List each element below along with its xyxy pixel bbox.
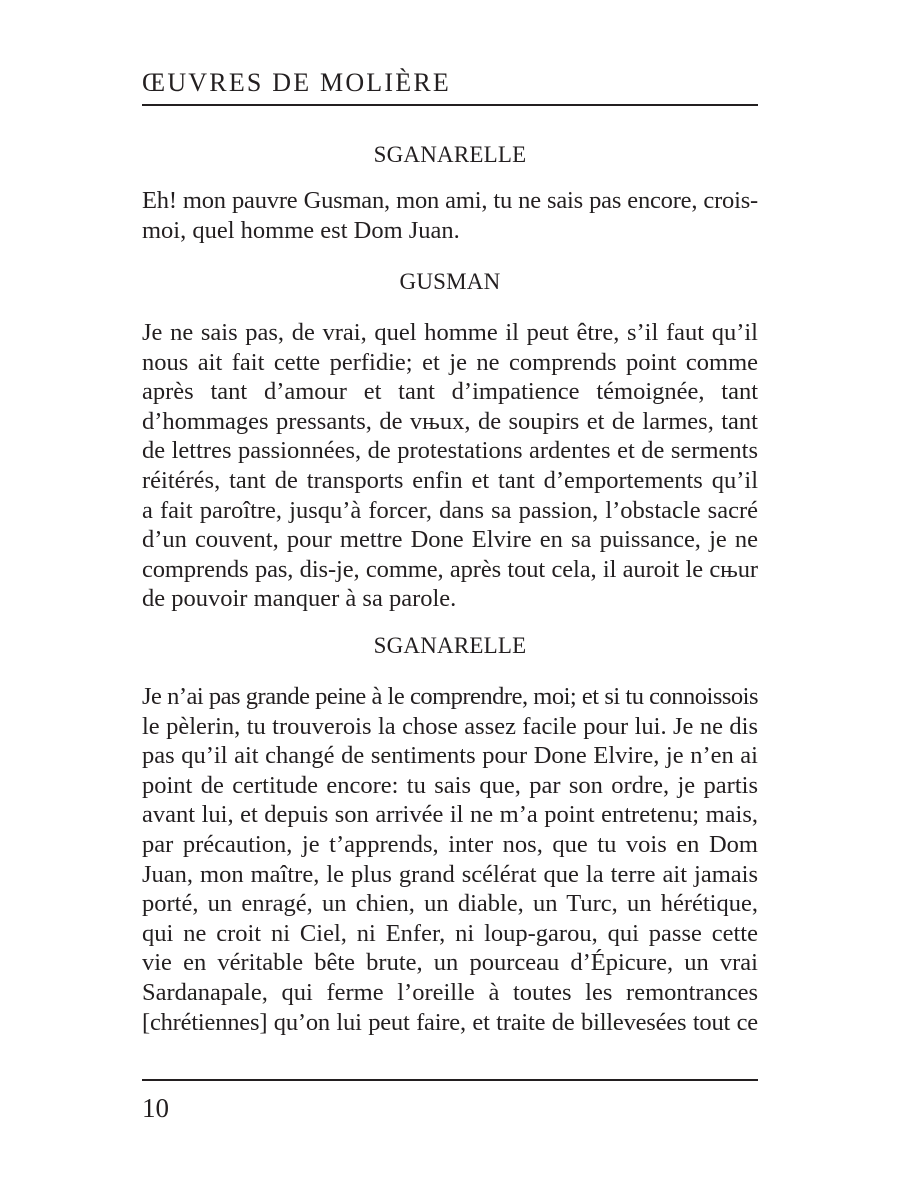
text-line: Sardanapale, qui ferme l’oreille à toutes les remontrances xyxy=(142,978,758,1006)
text-line: après tant d’amour et tant d’impatience témoignée, tant xyxy=(142,378,758,406)
text-line: a fait paroître, jusqu’à forcer, dans sa passion, l’obstacle sacré xyxy=(142,496,758,524)
text-line: vie en véritable bête brute, un pourceau d’Épicure, un vrai xyxy=(142,949,758,977)
text-line: de pouvoir manquer à sa parole. xyxy=(142,585,457,613)
text-line: [chrétiennes] qu’on lui peut faire, et traite de billevesées tout ce xyxy=(142,1008,758,1036)
text-line: de lettres passionnées, de protestations ardentes et de serments xyxy=(142,437,758,465)
speaker-name: SGANARELLE xyxy=(373,633,527,658)
text-line: comprends pas, dis-je, comme, après tout cela, il auroit le cњur xyxy=(142,555,758,583)
text-line: réitérés, tant de transports enfin et tant d’emportements qu’il xyxy=(142,466,758,494)
text-line: qui ne croit ni Ciel, ni Enfer, ni loup-garou, qui passe cette xyxy=(142,919,758,947)
speech-paragraph xyxy=(142,318,758,614)
page-number: 10 xyxy=(142,1093,169,1123)
text-line: porté, un enragé, un chien, un diable, un Turc, un hérétique, xyxy=(142,890,758,918)
text-line: Eh! mon pauvre Gusman, mon ami, tu ne sais pas encore, crois- xyxy=(142,187,758,214)
text-line: par précaution, je t’apprends, inter nos, que tu vois en Dom xyxy=(142,830,758,858)
speaker-name: SGANARELLE xyxy=(373,142,527,167)
text-line: d’hommages pressants, de vњux, de soupirs et de larmes, tant xyxy=(142,407,758,435)
speech-paragraph xyxy=(142,186,758,245)
text-line: avant lui, et depuis son arrivée il ne m’a point entretenu; mais, xyxy=(142,801,758,829)
text-line: d’un couvent, pour mettre Done Elvire en sa puissance, je ne xyxy=(142,526,758,554)
text-line: nous ait fait cette perfidie; et je ne comprends point comme xyxy=(142,348,758,376)
text-line: le pèlerin, tu trouverois la chose assez facile pour lui. Je ne dis xyxy=(142,712,758,740)
running-head xyxy=(142,64,758,106)
text-line: Je n’ai pas grande peine à le comprendre, moi; et si tu connoissois xyxy=(142,683,758,710)
speaker-name: GUSMAN xyxy=(399,269,501,294)
running-head-title: ŒUVRES DE MOLIÈRE xyxy=(142,68,451,97)
text-line: point de certitude encore: tu sais que, par son ordre, je partis xyxy=(142,771,758,799)
text-line: pas qu’il ait changé de sentiments pour Done Elvire, je n’en ai xyxy=(142,742,758,770)
text-line: moi, quel homme est Dom Juan. xyxy=(142,216,460,244)
text-line: Je ne sais pas, de vrai, quel homme il peut être, s’il faut qu’il xyxy=(142,319,758,346)
speech-paragraph xyxy=(142,682,758,1037)
text-line: Juan, mon maître, le plus grand scélérat que la terre ait jamais xyxy=(142,860,758,888)
footer-rule xyxy=(142,1079,758,1081)
